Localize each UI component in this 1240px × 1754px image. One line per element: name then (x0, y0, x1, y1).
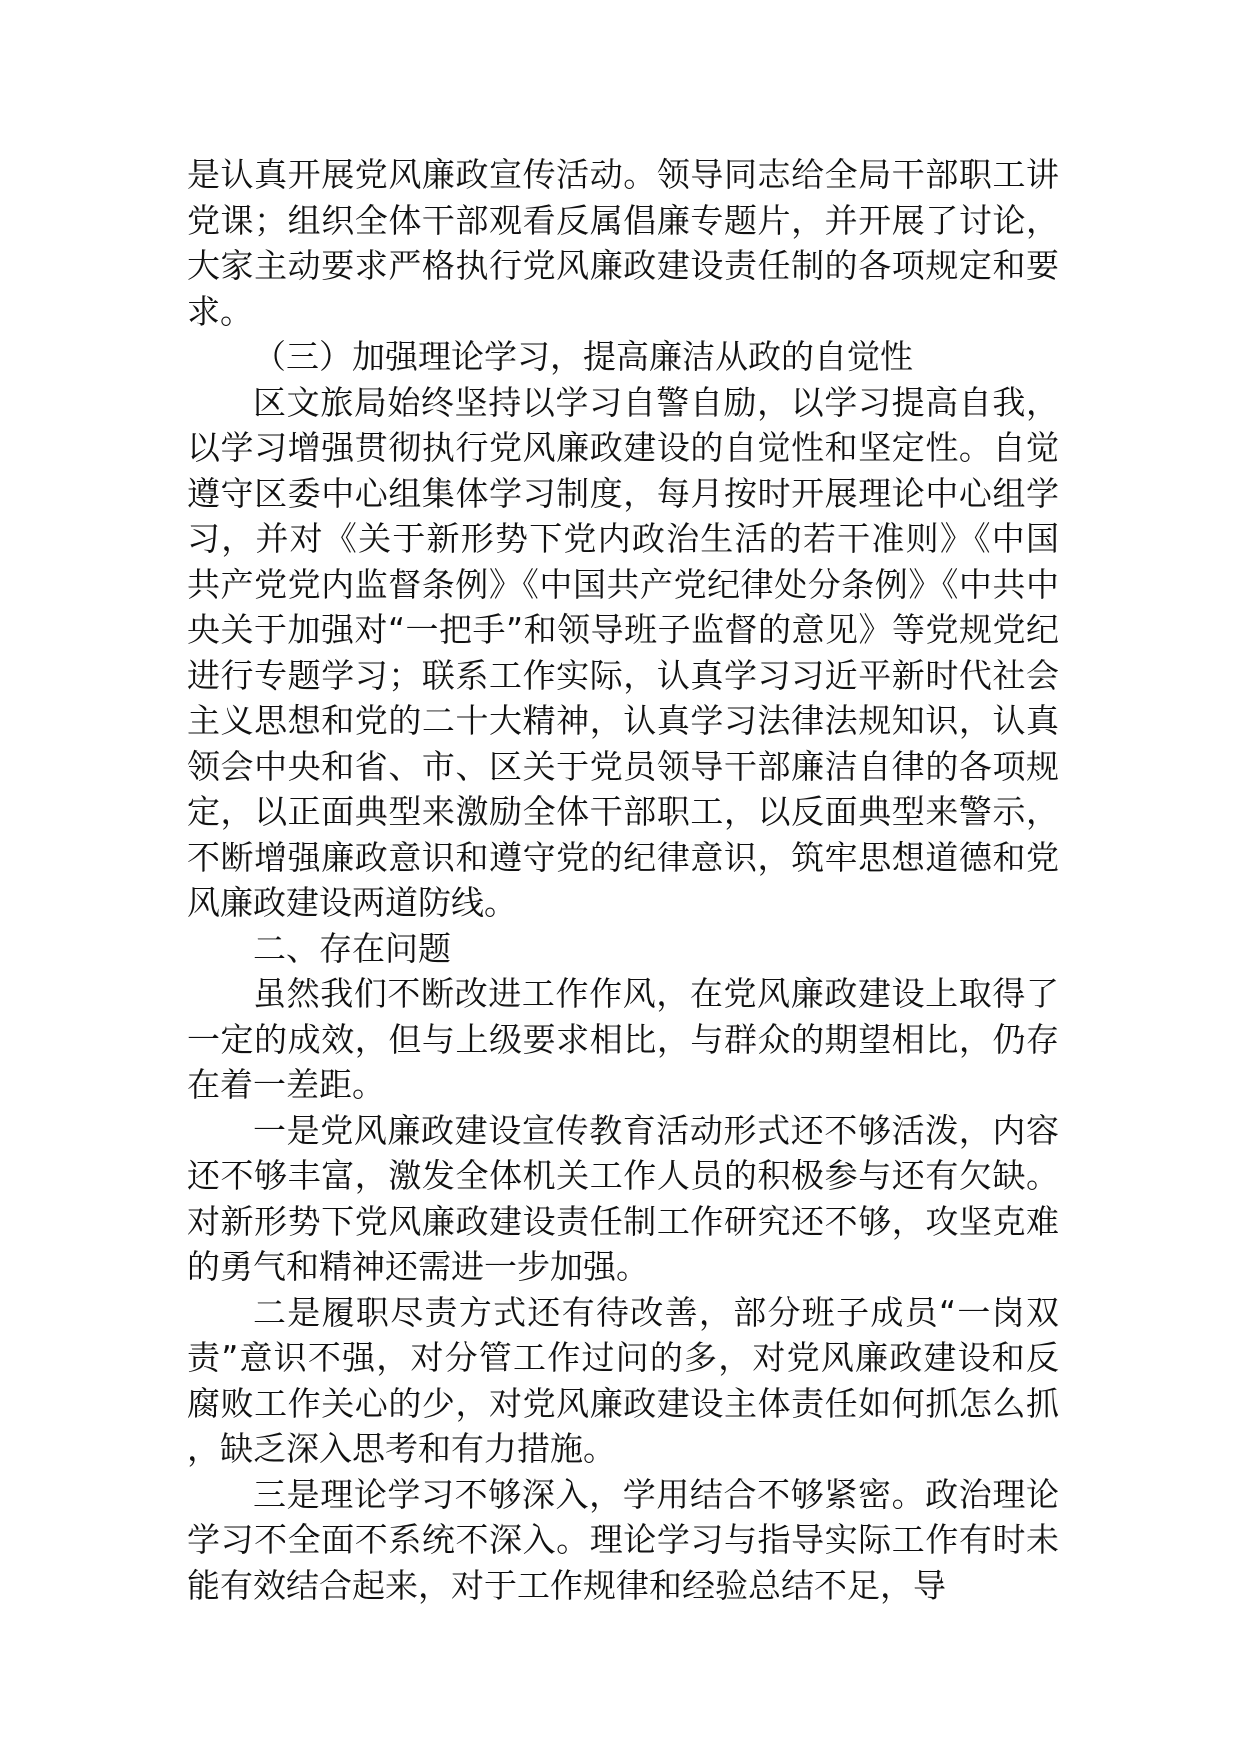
paragraph-problems-intro: 虽然我们不断改进工作作风，在党风廉政建设上取得了一定的成效，但与上级要求相比，与群众的期望相比，仍存在着一差距。 (187, 974, 1059, 1104)
document-page (187, 152, 1059, 1608)
paragraph-problem-one: 一是党风廉政建设宣传教育活动形式还不够活泼，内容还不够丰富，激发全体机关工作人员的积极参与还有欠缺。对新形势下党风廉政建设责任制工作研究还不够，攻坚克难的勇气和精神还需进一步加强。 (187, 1110, 1059, 1286)
paragraph-problem-three: 三是理论学习不够深入，学用结合不够紧密。政治理论学习不全面不系统不深入。理论学习与指导实际工作有时未能有效结合起来，对于工作规律和经验总结不足，导 (187, 1474, 1059, 1605)
section-heading-problems: 二、存在问题 (253, 928, 451, 968)
paragraph-continuation: 是认真开展党风廉政宣传活动。领导同志给全局干部职工讲党课；组织全体干部观看反属倡廉专题片，并开展了讨论，大家主动要求严格执行党风廉政建设责任制的各项规定和要求。 (187, 155, 1059, 331)
section-heading-three: （三）加强理论学习，提高廉洁从政的自觉性 (253, 337, 913, 376)
paragraph-theory-study: 区文旅局始终坚持以学习自警自励，以学习提高自我，以学习增强贯彻执行党风廉政建设的自觉性和坚定性。自觉遵守区委中心组集体学习制度，每月按时开展理论中心组学习，并对《关于新形势下党内政治生活的若干准则》《中国共产党党内监督条例》《中国共产党纪律处分条例》《中共中央关于加强对“一把手”和领导班子监督的意见》等党规党纪进行专题学习；联系工作实际，认真学习习近平新时代社会主义思想和党的二十大精神，认真学习法律法规知识，认真领会中央和省、市、区关于党员领导干部廉洁自律的各项规定，以正面典型来激励全体干部职工，以反面典型来警示，不断增强廉政意识和遵守党的纪律意识，筑牢思想道德和党风廉政建设两道防线。 (187, 382, 1059, 922)
paragraph-problem-two: 二是履职尽责方式还有待改善，部分班子成员“一岗双责”意识不强，对分管工作过问的多，对党风廉政建设和反腐败工作关心的少，对党风廉政建设主体责任如何抓怎么抓，缺乏深入思考和有力措施。 (187, 1292, 1059, 1468)
